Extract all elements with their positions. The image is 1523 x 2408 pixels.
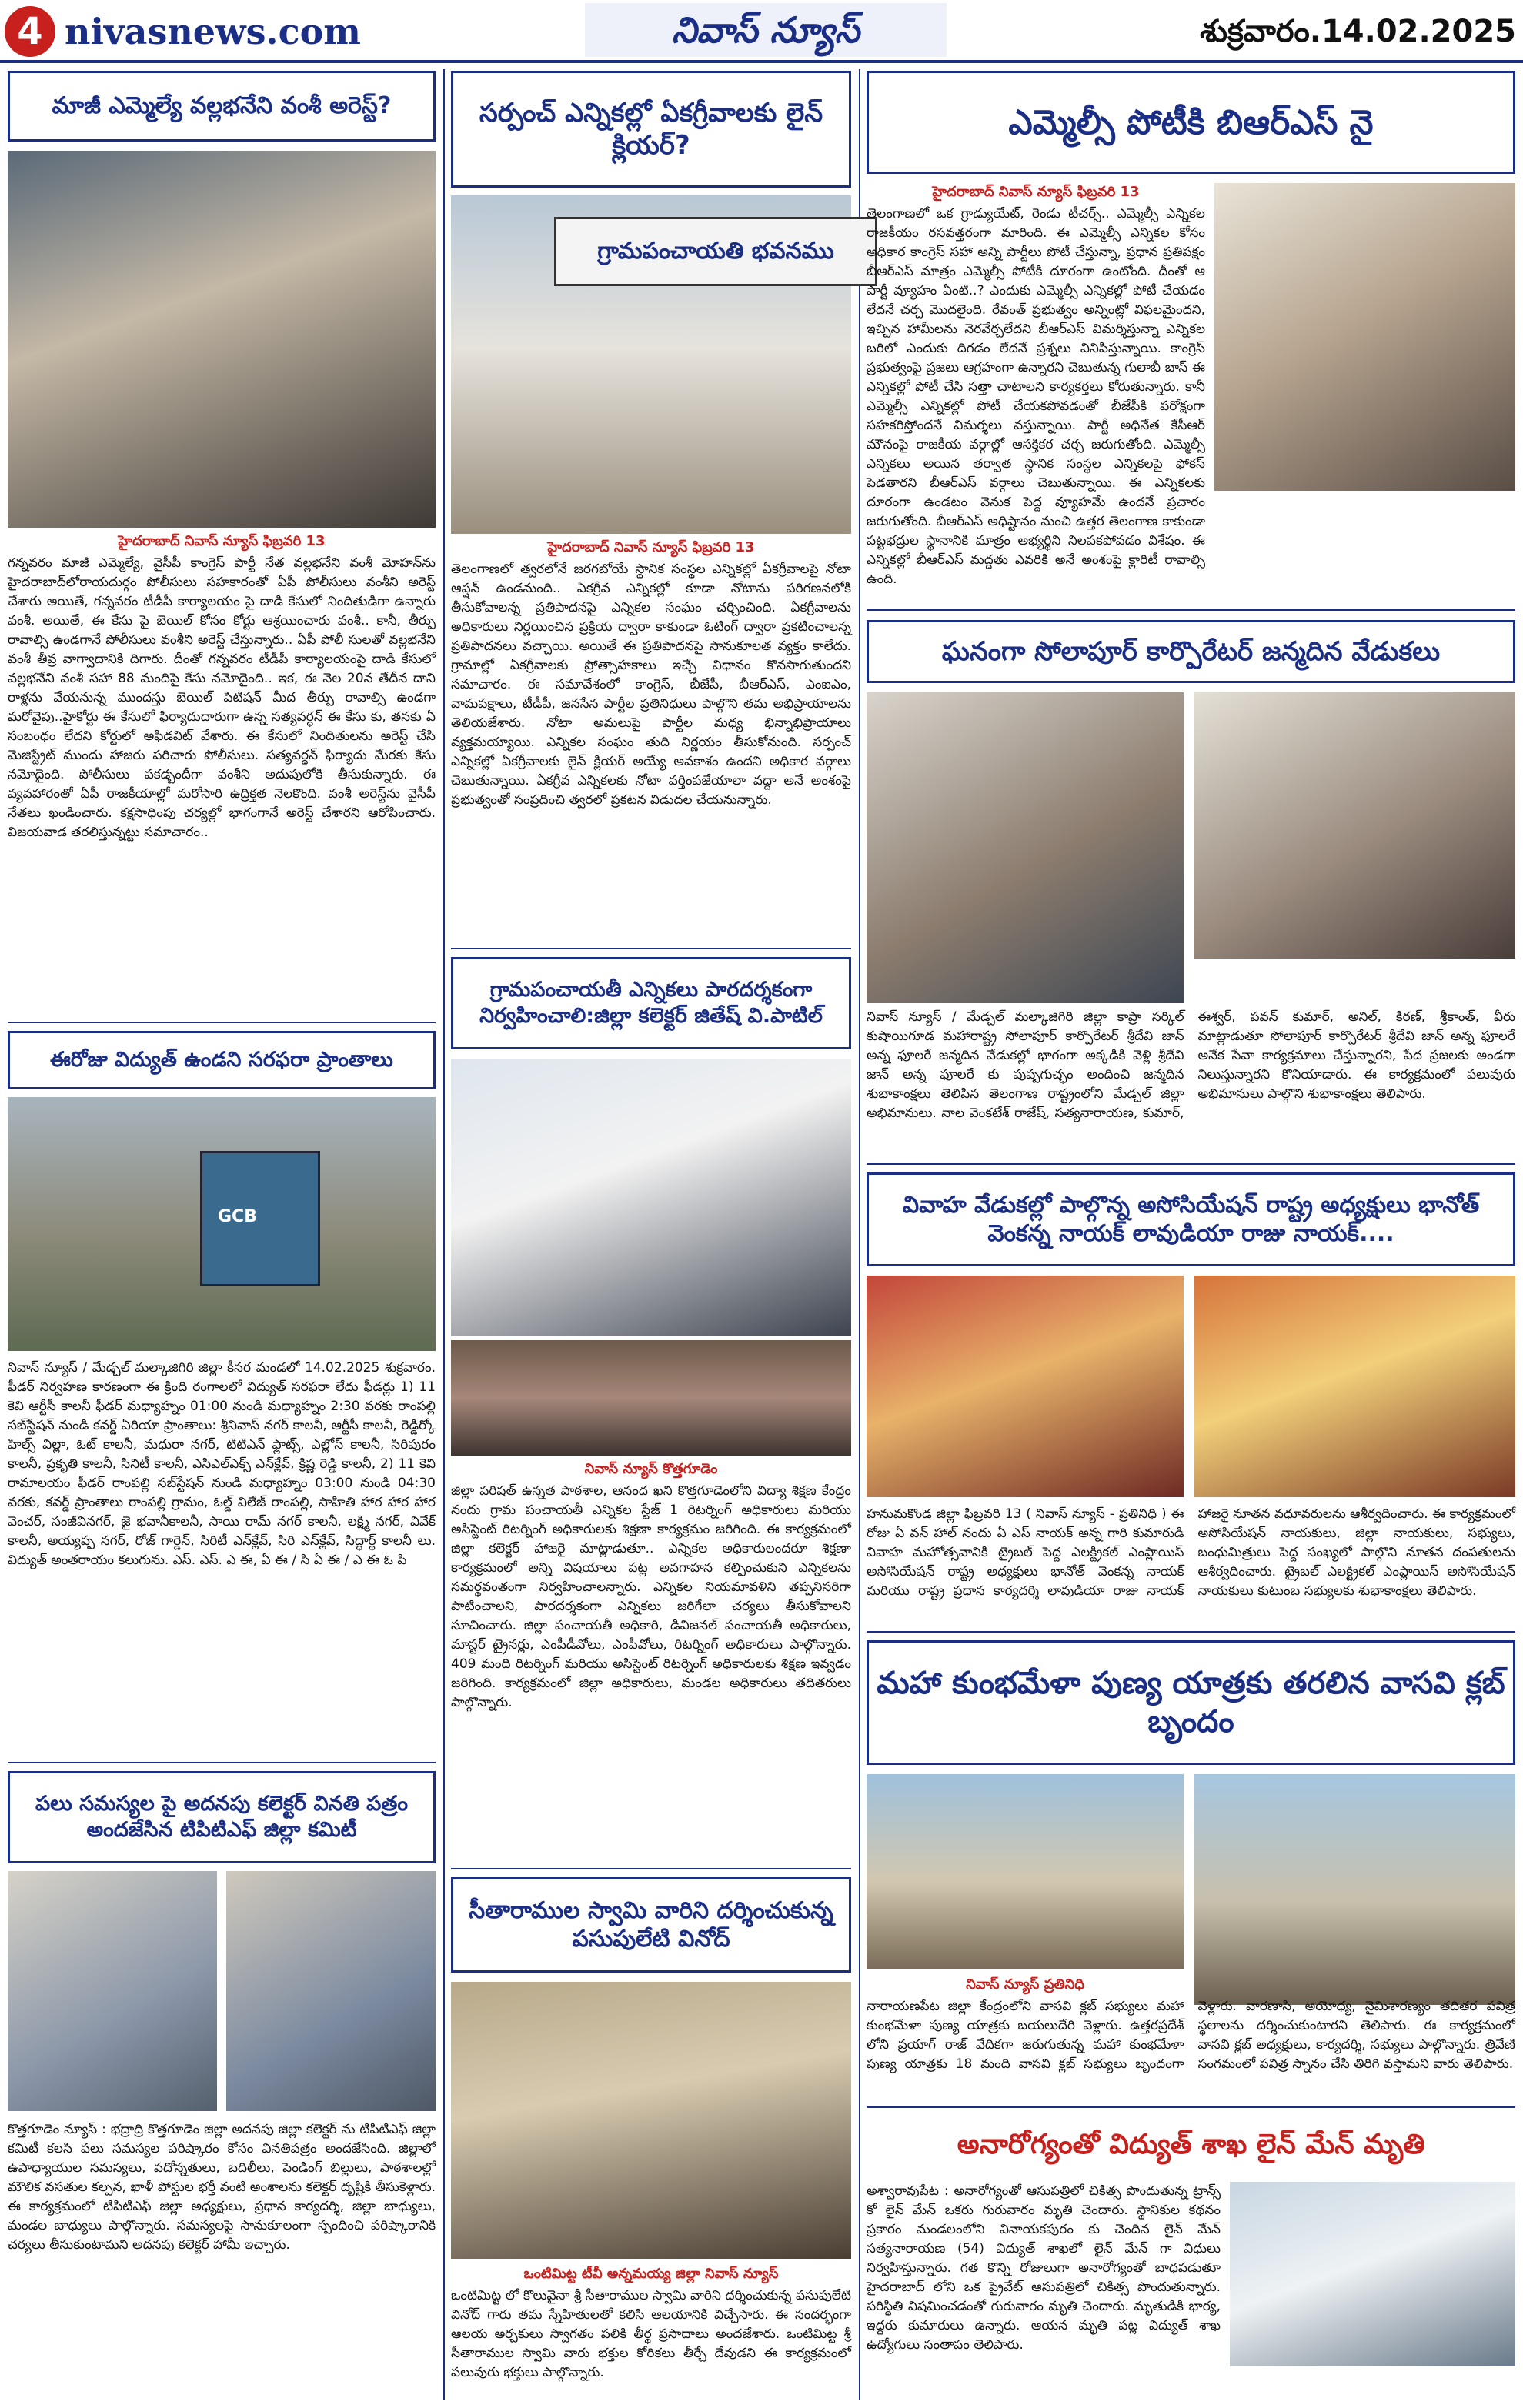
caption-collector: నివాస్ న్యూస్ కొత్తగూడెం (584, 1461, 718, 1477)
headline-tptf[interactable]: పలు సమస్యల పై అదనపు కలెక్టర్ వినతి పత్రం అందజేసిన టిపిటిఎఫ్ జిల్లా కమిటీ (8, 1771, 436, 1863)
headline-vinod[interactable]: సీతారాముల స్వామి వారిని దర్శించుకున్న పసుపులేటి వినోద్ (451, 1877, 851, 1973)
caption-vamsi: హైదరాబాద్ నివాస్ న్యూస్ ఫిబ్రవరి 13 (118, 533, 326, 549)
caption-brs: హైదరాబాద్ నివాస్ న్యూస్ ఫిబ్రవరి 13 (932, 184, 1140, 200)
body-brs-cont (1214, 499, 1515, 575)
photo-training-audience (451, 1340, 851, 1456)
headline-lineman[interactable]: అనారోగ్యంతో విద్యుత్ శాఖ లైన్ మేన్ మృతి (957, 2128, 1425, 2160)
body-sarpanch: తెలంగాణలో త్వరలోనే జరగబోయే స్థానిక సంస్థల ఎన్నికల్లో ఏకగ్రీవాలపై నోటా ఆప్షన్ ఉండనుంది.. ఏకగ్రీవ ఎన్నికల్లో కూడా నోటాను పరిగణనలోకి తీసుకోవాలన్న ప్రతిపాదనపై ఎన్నికల సంఘం చర్చించింది. ఏకగ్రీవాలను అధికారులు నిర్ణయించిన ప్రక్రియ ద్వారా కాకుండా ఓటింగ్ ద్వారా ప్రకటించాలన్న ప్రతిపాదనలు వచ్చాయి. అయితే ఈ ప్రతిపాదనపై సానుకూలత వ్యక్తం కాలేదు. గ్రామాల్లో ఏకగ్రీవాలకు ప్రోత్సాహకాలు ఇచ్చే విధానం కొనసాగుతుందని సమాచారం. ఈ సమావేశంలో కాంగ్రెస్, బీజేపీ, బీఆర్ఎస్, ఎంఐఎం, వామపక్షాలు, టీడీపీ, జనసేన పార్టీల ప్రతినిధులు పాల్గొని తమ అభిప్రాయాలను తెలియజేశారు. నోటా అమలుపై పార్టీల మధ్య భిన్నాభిప్రాయాలు వ్యక్తమయ్యాయి. ఎన్నికల సంఘం తుది నిర్ణయం తీసుకోనుంది. సర్పంచ్ ఎన్నికల్లో ఏకగ్రీవాలకు లైన్ క్లియర్ అయ్యే అవకాశం ఉందని అధికార వర్గాలు చెబుతున్నాయి. ఏకగ్రీవ ఎన్నికలకు నోటా వర్తింపజేయాలా వద్దా అనే అంశంపై ప్రభుత్వంతో సంప్రదించి త్వరలో ప్రకటన విడుదల చేయనున్నారు. (451, 562, 851, 808)
photo-substation (8, 1097, 436, 1351)
divider (867, 2106, 1515, 2108)
body-collector: జిల్లా పరిషత్ ఉన్నత పాఠశాల, ఆనంద ఖని కొత్తగూడెంలోని విద్యా శిక్షణ కేంద్రం నందు గ్రామ పంచాయతీ ఎన్నికల స్టేజ్ 1 రిటర్నింగ్ అధికారులు మరియు అసిస్టెంట్ రిటర్నింగ్ అధికారులకు శిక్షణా కార్యక్రమం జరిగింది. ఈ కార్యక్రమంలో జిల్లా కలెక్టర్ హాజరై మాట్లాడుతూ.. ఎన్నికల అధికారులందరూ శిక్షణా కార్యక్రమంలో అన్ని విషయాలు పట్ల అవగాహన కల్పించుకుని ఎన్నికలను సమర్థవంతంగా నిర్వహించాలన్నారు. ఎన్నికల నియమావళిని తప్పనిసరిగా పాటించాలని, పారదర్శకంగా ఎన్నికలు జరిగేలా చర్యలు తీసుకోవాలని సూచించారు. జిల్లా పంచాయతీ అధికారి, డివిజనల్ పంచాయతీ అధికారులు, మాస్టర్ ట్రైనర్లు, ఎంపీడీవోలు, ఎంపీవోలు, రిటర్నింగ్ అధికారులు పాల్గొన్నారు. 409 మంది రిటర్నింగ్ మరియు అసిస్టెంట్ రిటర్నింగ్ అధికారులకు శిక్షణ ఇవ్వడం జరిగింది. కార్యక్రమంలో జిల్లా అధికారులు, మండల అధికారులు తదితరులు పాల్గొన్నారు. (451, 1483, 851, 1710)
column-divider (859, 69, 860, 2400)
divider (867, 1163, 1515, 1165)
body-vamsi: గన్నవరం మాజీ ఎమ్మెల్యే, వైసీపీ కాంగ్రెస్ పార్టీ నేత వల్లభనేని వంశీ మోహన్‌ను హైదరాబాద్‌లోరాయదుర్గం పోలీసులు సహకారంతో ఏపీ పోలీసులు వంశీని అరెస్ట్ చేశారు అయితే, గన్నవరం టీడీపీ కార్యాలయం పై దాడి కేసులో నిందితుడిగా ఉన్నారు వంశీ. అయితే, ఈ కేసు పై బెయిల్ కోసం కోర్టు ఆశ్రయించారు వంశీ.. కానీ, తీర్పు రావాల్సి ఉండగానే పోలీసులు వంశీని అరెస్ట్ చేస్తున్నారు.. ఏపీ పోలీ సులతో వల్లభనేని వంశీ తీవ్ర వాగ్వాదానికి దిగారు. దీంతో గన్నవరం టీడీపీ కార్యాలయంపై దాడి కేసులో వల్లభనేని వంశీ సహా 88 మందిపై కేసు నమోదైంది.. ఇక, ఈ నెల 20న తేదీన దాని రాళ్లను వేయనున్న ముందస్తు బెయిల్ పిటిషన్ మీద తీర్పు రావాల్సి ఉండగా మరోవైపు..హైకోర్టు ఈ కేసులో ఫిర్యాదుదారుగా ఉన్న సత్యవర్ధన్ ఈ కేసు కు, తనకు ఏ సంబంధం లేదని కోర్టులో అఫిడవిట్ వేశారు. ఈ కేసులో నిందితులను అరెస్ట్ చేసి మెజిస్ట్రేట్ ముందు హాజరు పరిచారు పోలీసులు. సత్యవర్ధన్ ఫిర్యాదు మేరకు కేసు నమోదైంది. పోలీసులు పకడ్బందీగా వంశీని అదుపులోకి తీసుకున్నారు. ఈ వ్యవహారంతో ఏపీ రాజకీయాల్లో మరోసారి ఉద్రిక్తత నెలకొంది. వంశీ అరెస్ట్‌ను వైసీపీ నేతలు ఖండించారు. కక్షసాధింపు చర్యల్లో భాగంగానే అరెస్ట్ చేశారని ఆరోపించారు. విజయవాడ తరలిస్తున్నట్టు సమాచారం.. (8, 555, 436, 840)
divider (8, 1762, 436, 1763)
divider (867, 1631, 1515, 1633)
headline-solapur[interactable]: ఘనంగా సోలాపూర్ కార్పొరేటర్ జన్మదిన వేడుకలు (867, 620, 1515, 683)
body-wedding: హనుమకొండ జిల్లా ఫిబ్రవరి 13 ( నివాస్ న్యూస్ - ప్రతినిధి ) ఈ రోజు ఏ వన్ హాల్ నందు ఏ ఎస్ నాయక్ అన్న గారి కుమారుడి వివాహ మహోత్సవానికి ట్రైబల్ పెద్ద ఎలక్ట్రికల్ ఎంప్లాయిస్ అసోసియేషన్ రాష్ట్ర అధ్యక్షులు భానోత్ వెంకన్న నాయక్ మరియు రాష్ట్ర ప్రధాన కార్యదర్శి లావుడియా రాజు నాయక్ హాజరై నూతన వధూవరులను ఆశీర్వదించారు. ఈ కార్యక్రమంలో అసోసియేషన్ నాయకులు, జిల్లా నాయకులు, సభ్యులు, బంధుమిత్రులు పెద్ద సంఖ్యలో పాల్గొని నూతన దంపతులను ఆశీర్వదించారు. ట్రైబల్ ఎలక్ట్రికల్ ఎంప్లాయిస్ అసోసియేషన్ నాయకులు కుటుంబ సభ్యులకు శుభాకాంక్షలు తెలిపారు. (867, 1506, 1515, 1599)
body-lineman: అశ్వారావుపేట : అనారోగ్యంతో ఆసుపత్రిలో చికిత్స పొందుతున్న ట్రాన్స్ కో లైన్ మేన్ ఒకరు గురువారం మృతి చెందారు. స్థానికుల కథనం ప్రకారం మండలంలోని వినాయకపురం కు చెందిన లైన్ మేన్ సత్యనారాయణ (54) విద్యుత్ శాఖలో లైన్ మేన్ గా విధులు నిర్వహిస్తున్నారు. గత కొన్ని రోజులుగా అనారోగ్యంతో బాధపడుతూ హైదరాబాద్ లోని ఒక ప్రైవేట్ ఆసుపత్రిలో చికిత్స పొందుతున్నారు. పరిస్థితి విషమించడంతో గురువారం మృతి చెందారు. మృతుడికి భార్య, ఇద్దరు కుమారులు ఉన్నారు. ఆయన మృతి పట్ల విద్యుత్ శాఖ ఉద్యోగులు సంతాపం తెలిపారు. (867, 2183, 1221, 2353)
photo-solapur-2 (1194, 692, 1515, 959)
photo-collector (451, 1059, 851, 1336)
photo-kumbh-2 (1194, 1774, 1515, 2005)
caption-kumbh: నివాస్ న్యూస్ ప్రతినిధి (966, 1976, 1084, 1993)
paper-name: నివాస్ న్యూస్ (585, 3, 947, 57)
headline-brs[interactable]: ఎమ్మెల్సీ పోటీకి బిఆర్ఎస్ నై (867, 71, 1515, 174)
gcb-panel (200, 1151, 320, 1286)
divider (451, 948, 851, 949)
panchayat-sign: గ్రామపంచాయతి భవనము (554, 217, 877, 286)
headline-kumbh[interactable]: మహా కుంభమేళా పుణ్య యాత్రకు తరలిన వాసవి క్లబ్ బృందం (867, 1640, 1515, 1765)
headline-power-cut[interactable]: ఈరోజు విద్యుత్ ఉండని సరఫరా ప్రాంతాలు (8, 1031, 436, 1089)
issue-date: శుక్రవారం.14.02.2025 (1200, 14, 1516, 49)
body-kumbh: నారాయణపేట జిల్లా కేంద్రంలోని వాసవి క్లబ్ సభ్యులు మహా కుంభమేళా పుణ్య యాత్రకు బయలుదేరి వెళ్లారు. ఉత్తరప్రదేశ్ లోని ప్రయాగ్ రాజ్ వేదికగా జరుగుతున్న మహా కుంభమేళా పుణ్య యాత్రకు 18 మంది వాసవి క్లబ్ సభ్యులు బృందంగా వెళ్లారు. వారణాసి, అయోధ్య, నైమిశారణ్యం తదితర పవిత్ర స్థలాలను దర్శించుకుంటారని తెలిపారు. ఈ కార్యక్రమంలో వాసవి క్లబ్ అధ్యక్షులు, కార్యదర్శి, సభ్యులు పాల్గొన్నారు. త్రివేణి సంగమంలో పవిత్ర స్నానం చేసి తిరిగి వస్తామని వారు తెలిపారు. (867, 1999, 1515, 2072)
column-divider (443, 69, 445, 2400)
body-tptf: కొత్తగూడెం న్యూస్ : భద్రాద్రి కొత్తగూడెం జిల్లా అదనపు జిల్లా కలెక్టర్ ను టిపిటిఎఫ్ జిల్లా కమిటీ కలసి పలు సమస్యల పరిష్కారం కోసం వినతిపత్రం అందజేసింది. జిల్లాలో ఉపాధ్యాయుల సమస్యలు, పదోన్నతులు, బదిలీలు, పెండింగ్ బిల్లులు, పాఠశాలల్లో మౌలిక వసతుల కల్పన, ఖాళీ పోస్టుల భర్తీ వంటి అంశాలను కలెక్టర్ దృష్టికి తీసుకెళ్లారు. ఈ కార్యక్రమంలో టిపిటిఎఫ్ జిల్లా అధ్యక్షులు, ప్రధాన కార్యదర్శి, జిల్లా బాధ్యులు, మండల బాధ్యులు పాల్గొన్నారు. సమస్యలపై సానుకూలంగా స్పందించి పరిష్కారానికి చర్యలు తీసుకుంటామని అదనపు కలెక్టర్ హామీ ఇచ్చారు. (8, 2122, 436, 2253)
divider (8, 1022, 436, 1023)
photo-vinod (451, 1982, 851, 2259)
photo-lineman (1230, 2182, 1515, 2366)
caption-sarpanch: హైదరాబాద్ నివాస్ న్యూస్ ఫిబ్రవరి 13 (547, 539, 755, 555)
photo-kcr (1214, 183, 1515, 491)
page-number: 4 (5, 6, 55, 57)
photo-kumbh-1 (867, 1774, 1184, 1969)
caption-vinod: ఒంటిమిట్ట టీవీ అన్నమయ్య జిల్లా నివాస్ న్యూస్ (523, 2266, 779, 2282)
divider (451, 1868, 851, 1869)
photo-wedding-2 (1194, 1276, 1515, 1497)
gcb-label: GCB (218, 1207, 257, 1226)
photo-vamsi (8, 151, 436, 528)
photo-tptf-1 (8, 1871, 217, 2111)
photo-tptf-2 (226, 1871, 436, 2111)
body-solapur: నివాస్ న్యూస్ / మేడ్చల్ మల్కాజిగిరి జిల్లా కాప్రా సర్కిల్ కుషాయిగూడ మహారాష్ట్ర సోలాపూర్ కార్పొరేటర్ శ్రీదేవి జాన్ అన్న ఫూలరే జన్మదిన వేడుకల్లో భాగంగా అక్కడికి వెళ్లి శ్రీదేవి జాన్ అన్న ఫూలరే కు పుష్పగుచ్ఛం అందించి జన్మదిన శుభాకాంక్షలు తెలిపిన తెలంగాణ రాష్ట్రంలోని మేడ్చల్ జిల్లా అభిమానులు. నాల వెంకటేశ్ రాజేష్, సత్యనారాయణ, కుమార్, ఈశ్వర్, పవన్ కుమార్, అనిల్, కిరణ్, శ్రీకాంత్, వీరు మాట్లాడుతూ సోలాపూర్ కార్పొరేటర్ శ్రీదేవి జాన్ అన్న ఫూలరే అనేక సేవా కార్యక్రమాలు చేస్తున్నారని, పేద ప్రజలకు అండగా నిలుస్తున్నారని కొనియాడారు. ఈ కార్యక్రమంలో పలువురు అభిమానులు పాల్గొని శుభాకాంక్షలు తెలిపారు. (867, 1009, 1515, 1121)
divider (867, 609, 1515, 611)
body-power-cut: నివాస్ న్యూస్ / మేడ్చల్ మల్కాజిగిరి జిల్లా కీసర మండలో 14.02.2025 శుక్రవారం. ఫీడర్ నిర్వహణ కారణంగా ఈ క్రింది రంగాలలో విద్యుత్ సరఫరా లేదు ఫీడర్లు 1) 11 కెవి ఆర్టీసీ కాలనీ ఫీడర్ మధ్యాహ్నం 01:00 నుండి మధ్యాహ్నం 2:30 వరకు రాంపల్లి సబ్‌స్టేషన్ నుండి కవర్డ్ ఏరియా ప్రాంతాలు: శ్రీనివాస్ నగర్ కాలనీ, ఆర్టీసీ కాలనీ, రెడ్డిర్కో హిల్స్ విల్లా, ఓట్ కాలనీ, మధురా నగర్, టిటిఎన్ ఫ్లాట్స్, ఎల్లోస్ కాలనీ, సిరిపురం కాలనీ, ప్రకృతి కాలనీ, సినిటీ కాలనీ, ఎసిఎల్‌ఎక్స్ ఎన్‌క్లేవ్, క్రిష్ణ రెడ్డి కాలనీ, 2) 11 కెవి రామాలయం ఫీడర్ రాంపల్లి సబ్‌స్టేషన్ నుండి మధ్యాహ్నం 03:00 నుండి 04:30 వరకు, కవర్డ్ ప్రాంతాలు రాంపల్లి గ్రామం, ఓల్డ్ విలేజ్ రాంపల్లి, సాహితి హార హార హార వెంచర్, సంజీవినగర్, జై భవానీకాలనీ, సాయి రామ్ నగర్ కాలనీ, లక్ష్మి నగర్, వివేక్ కాలనీ, అయ్యప్ప నగర్, రోజ్ గార్డెన్, సిరిటీ ఎన్‌క్లేవ్, సిరి ఎన్‌క్లేవ్, సిద్ధార్థ్ కాలనీ లు. విద్యుత్ అంతరాయం కలుగును. ఎస్. ఎస్. ఎ ఈ, ఏ ఈ / సి ఏ ఈ / ఎ ఈ ఓ పి (8, 1360, 436, 1568)
site-url[interactable]: nivasnews.com (65, 11, 361, 52)
headline-collector[interactable]: గ్రామపంచాయతీ ఎన్నికలు పారదర్శకంగా నిర్వహించాలి:జిల్లా కలెక్టర్ జితేష్ వి.పాటిల్ (451, 957, 851, 1049)
photo-wedding-1 (867, 1276, 1184, 1497)
body-vinod: ఒంటిమిట్ట లో కొలువైనా శ్రీ సీతారాముల స్వామి వారిని దర్శించుకున్న పసుపులేటి వినోద్ గారు తమ స్నేహితులతో కలిసి ఆలయానికి విచ్చేసారు. ఈ సందర్భంగా ఆలయ అర్చకులు స్వాగతం పలికి తీర్థ ప్రసాదాలు అందజేశారు. ఒంటిమిట్ట శ్రీ సీతారాముల స్వామి వారు భక్తుల కోరికలు తీర్చే దేవుడని ఈ కార్యక్రమంలో పలువురు భక్తులు పాల్గొన్నారు. (451, 2288, 851, 2380)
photo-solapur-1 (867, 692, 1184, 1003)
headline-wedding[interactable]: వివాహ వేడుకల్లో పాల్గొన్న అసోసియేషన్ రాష్ట్ర అధ్యక్షులు భానోత్ వెంకన్న నాయక్ లావుడియా రాజు నాయక్.... (867, 1172, 1515, 1266)
body-brs: తెలంగాణలో ఒక గ్రాడ్యుయేట్, రెండు టీచర్స్.. ఎమ్మెల్సీ ఎన్నికల రాజకీయం రసవత్తరంగా మారింది. ఈ ఎమ్మెల్సీ ఎన్నికల కోసం అధికార కాంగ్రెస్ సహా అన్ని పార్టీలు పోటీ చేస్తున్నా, ప్రధాన ప్రతిపక్షం బీఆర్ఎస్ మాత్రం ఎమ్మెల్సీ పోటీకి దూరంగా ఉంటోంది. దీంతో ఆ పార్టీ వ్యూహం ఏంటి..? ఎందుకు ఎమ్మెల్సీ ఎన్నికల్లో పోటీ చేయడం లేదనే చర్చ మొదలైంది. రేవంత్ ప్రభుత్వం అన్నింట్లో విఫలమైందని, ఇచ్చిన హామీలను నెరవేర్చలేదని బీఆర్ఎస్ విమర్శిస్తున్నా ఎన్నికల బరిలో ఎందుకు దిగడం లేదనే ప్రశ్నలు వినిపిస్తున్నాయి. కాంగ్రెస్ ప్రభుత్వంపై ప్రజలు ఆగ్రహంగా ఉన్నారని చెబుతున్న గులాబీ బాస్ ఈ ఎన్నికల్లో పోటీ చేసి సత్తా చాటాలని కార్యకర్తలు కోరుతున్నారు. కానీ ఎమ్మెల్సీ ఎన్నికల్లో పోటీ చేయకపోవడంతో బీజేపీకి పరోక్షంగా సహకరిస్తోందనే విమర్శలు వస్తున్నాయి. పార్టీ అధినేత కేసీఆర్ మౌనంపై రాజకీయ వర్గాల్లో ఆసక్తికర చర్చ జరుగుతోంది. ఎమ్మెల్సీ ఎన్నికలు అయిన తర్వాత స్థానిక సంస్థల ఎన్నికలపై ఫోకస్ పెడతారని బీఆర్ఎస్ వర్గాలు చెబుతున్నాయి. ఈ ఎన్నికలకు దూరంగా ఉండటం వెనుక పెద్ద వ్యూహమే ఉందనే ప్రచారం జరుగుతోంది. బీఆర్ఎస్ అధిష్టానం నుంచి ఉత్తర తెలంగాణ కాకుండా పట్టభద్రుల స్థానానికి మాత్రం అభ్యర్థిని నిలపకపోవడం విశేషం. ఈ ఎన్నికల్లో బీఆర్ఎస్ మద్దతు ఎవరికి అనే అంశంపై క్లారిటీ రావాల్సి ఉంది. (867, 206, 1205, 587)
headline-sarpanch[interactable]: సర్పంచ్ ఎన్నికల్లో ఏకగ్రీవాలకు లైన్ క్లియర్? (451, 71, 851, 188)
headline-vamsi-arrest[interactable]: మాజీ ఎమ్మెల్యే వల్లభనేని వంశీ అరెస్ట్? (8, 71, 436, 142)
